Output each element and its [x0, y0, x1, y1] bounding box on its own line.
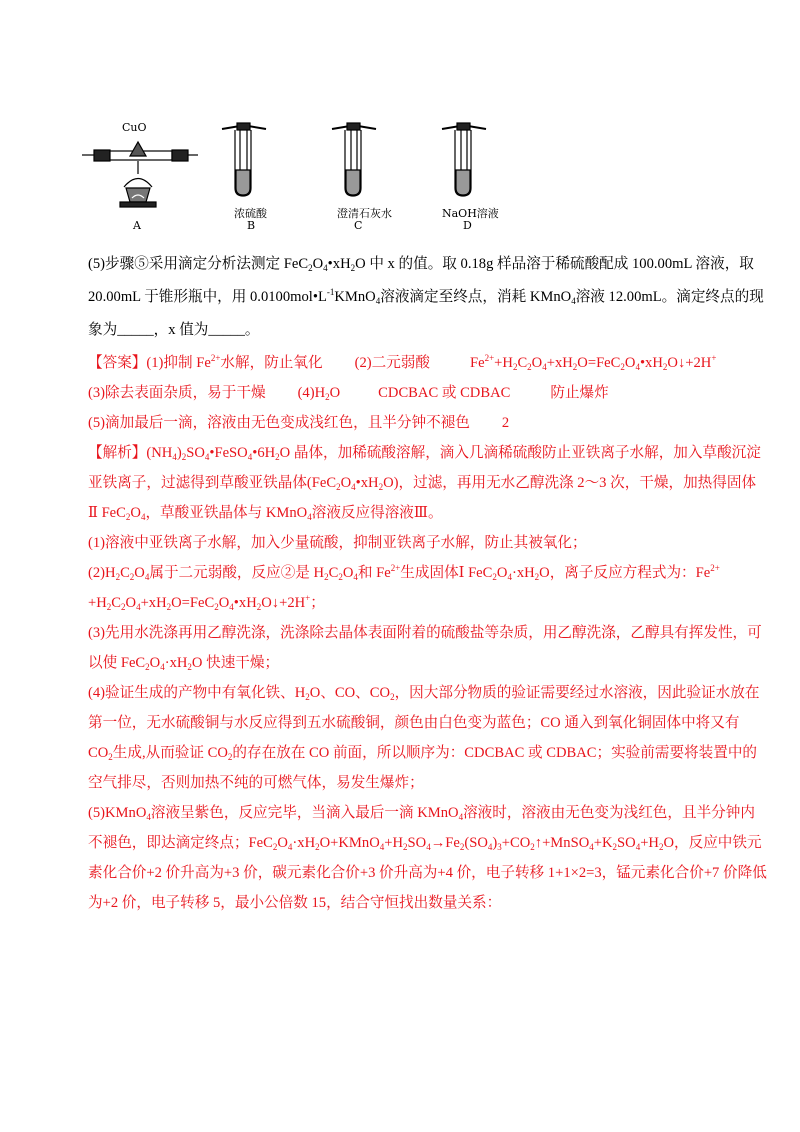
analysis-line-5: $(2)H_2C_2O_4$属于二元弱酸，反应②是 $H_2C_2O_4$和 $Fe^{2+}$生成固体Ⅰ $FeC_2O_4\cdot xH_2O$，离子反应方程式为：$Fe^{2+}$	[88, 563, 720, 582]
caption-a: A	[133, 219, 141, 232]
reagent-b: 浓硫酸	[234, 207, 267, 220]
analysis-line-1: 【解析】$(NH_4)_2SO_4•FeSO_4•6H_2O$ 晶体，加稀硫酸溶解，滴入几滴稀硫酸防止亚铁离子水解，加入草酸沉淀	[88, 445, 761, 462]
apparatus-a	[82, 142, 198, 207]
analysis-line-10: 第一位，无水硫酸铜与水反应得到五水硫酸铜，颜色由白色变为蓝色；CO 通入到氧化铜固体中将又有	[88, 715, 740, 731]
caption-c: C	[354, 219, 363, 232]
reagent-c: 澄清石灰水	[337, 207, 392, 220]
analysis-line-15: 素化合价+2 价升高为+3 价，碳元素化合价+3 价升高为+4 价，电子转移 1+1×2=3，锰元素化合价+7 价降低	[88, 865, 767, 881]
question-line-2: 20.00mL 于锥形瓶中，用 $0.0100mol•L^{-1}KMnO_4$溶液滴定至终点，消耗 KMnO$_4$溶液 12.00mL。滴定终点的现	[88, 287, 764, 306]
apparatus-d	[442, 123, 486, 196]
cuo-label: CuO	[122, 121, 147, 134]
analysis-line-12: 空气排尽，否则加热不纯的可燃气体，易发生爆炸；	[88, 775, 424, 791]
analysis-line-4: (1)溶液中亚铁离子水解，加入少量硫酸，抑制亚铁离子水解，防止其被氧化；	[88, 535, 587, 551]
analysis-line-8: 以使 $FeC_2O_4\cdot xH_2O$ 快速干燥；	[88, 655, 280, 672]
analysis-line-14: 不褪色，即达滴定终点；$FeC_2O_4\cdot xH_2O+KMnO_4+H_2SO_4\to Fe_2(SO_4)_3+CO_2↑+MnSO_4+K_2SO_4+H_2O$，反应中铁元	[88, 835, 762, 852]
analysis-line-3: Ⅱ $FeC_2O_4$，草酸亚铁晶体与 KMnO$_4$溶液反应得溶液Ⅲ。	[88, 505, 443, 522]
analysis-line-13: (5)KMnO$_4$溶液呈紫色，反应完毕，当滴入最后一滴 KMnO$_4$溶液时，溶液由无色变为浅红色，且半分钟内	[88, 805, 755, 822]
analysis-line-2: 亚铁离子，过滤得到草酸亚铁晶体$(FeC_2O_4•xH_2O)$，过滤，再用无水乙醇洗涤 2～3 次，干燥，加热得固体	[88, 475, 757, 492]
caption-d: D	[463, 219, 472, 232]
answer-line-3: (5)滴加最后一滴，溶液由无色变成浅红色，且半分钟不褪色 2	[88, 415, 510, 431]
answer-line-2: (3)除去表面杂质，易于干燥 $(4)H_2O$ CDCBAC 或 CDBAC 防止爆炸	[88, 385, 609, 402]
reagent-d: NaOH溶液	[442, 207, 499, 220]
question-line-1: (5)步骤⑤采用滴定分析法测定 $FeC_2O_4•xH_2O$ 中 x 的值。取 0.18g 样品溶于稀硫酸配成 100.00mL 溶液，取	[88, 256, 754, 273]
answer-line-1: 【答案】(1)抑制 $Fe^{2+}$水解，防止氧化 (2)二元弱酸 $Fe^{2+}+H_2C_2O_4+xH_2O=FeC_2O_4•xH_2O↓+2H^+$	[88, 353, 717, 372]
question-line-3: 象为_____，x 值为_____。	[88, 322, 260, 338]
analysis-line-6: $+H_2C_2O_4+xH_2O=FeC_2O_4•xH_2O↓+2H^+$；	[88, 593, 325, 612]
apparatus-figure	[80, 112, 520, 237]
analysis-line-7: (3)先用水洗涤再用乙醇洗涤，洗涤除去晶体表面附着的硫酸盐等杂质，用乙醇洗涤，乙醇具有挥发性，可	[88, 625, 762, 641]
apparatus-c	[332, 123, 376, 196]
analysis-line-11: $CO_2$生成,从而验证 $CO_2$的存在放在 CO 前面，所以顺序为：CDCBAC 或 CDBAC；实验前需要将装置中的	[88, 745, 758, 762]
caption-b: B	[247, 219, 256, 232]
apparatus-b	[222, 123, 266, 196]
analysis-line-16: 为+2 价，电子转移 5，最小公倍数 15，结合守恒找出数量关系：	[88, 895, 502, 911]
analysis-line-9: (4)验证生成的产物中有氧化铁、$H_2O$、CO、$CO_2$，因大部分物质的验证需要经过水溶液，因此验证水放在	[88, 685, 760, 702]
